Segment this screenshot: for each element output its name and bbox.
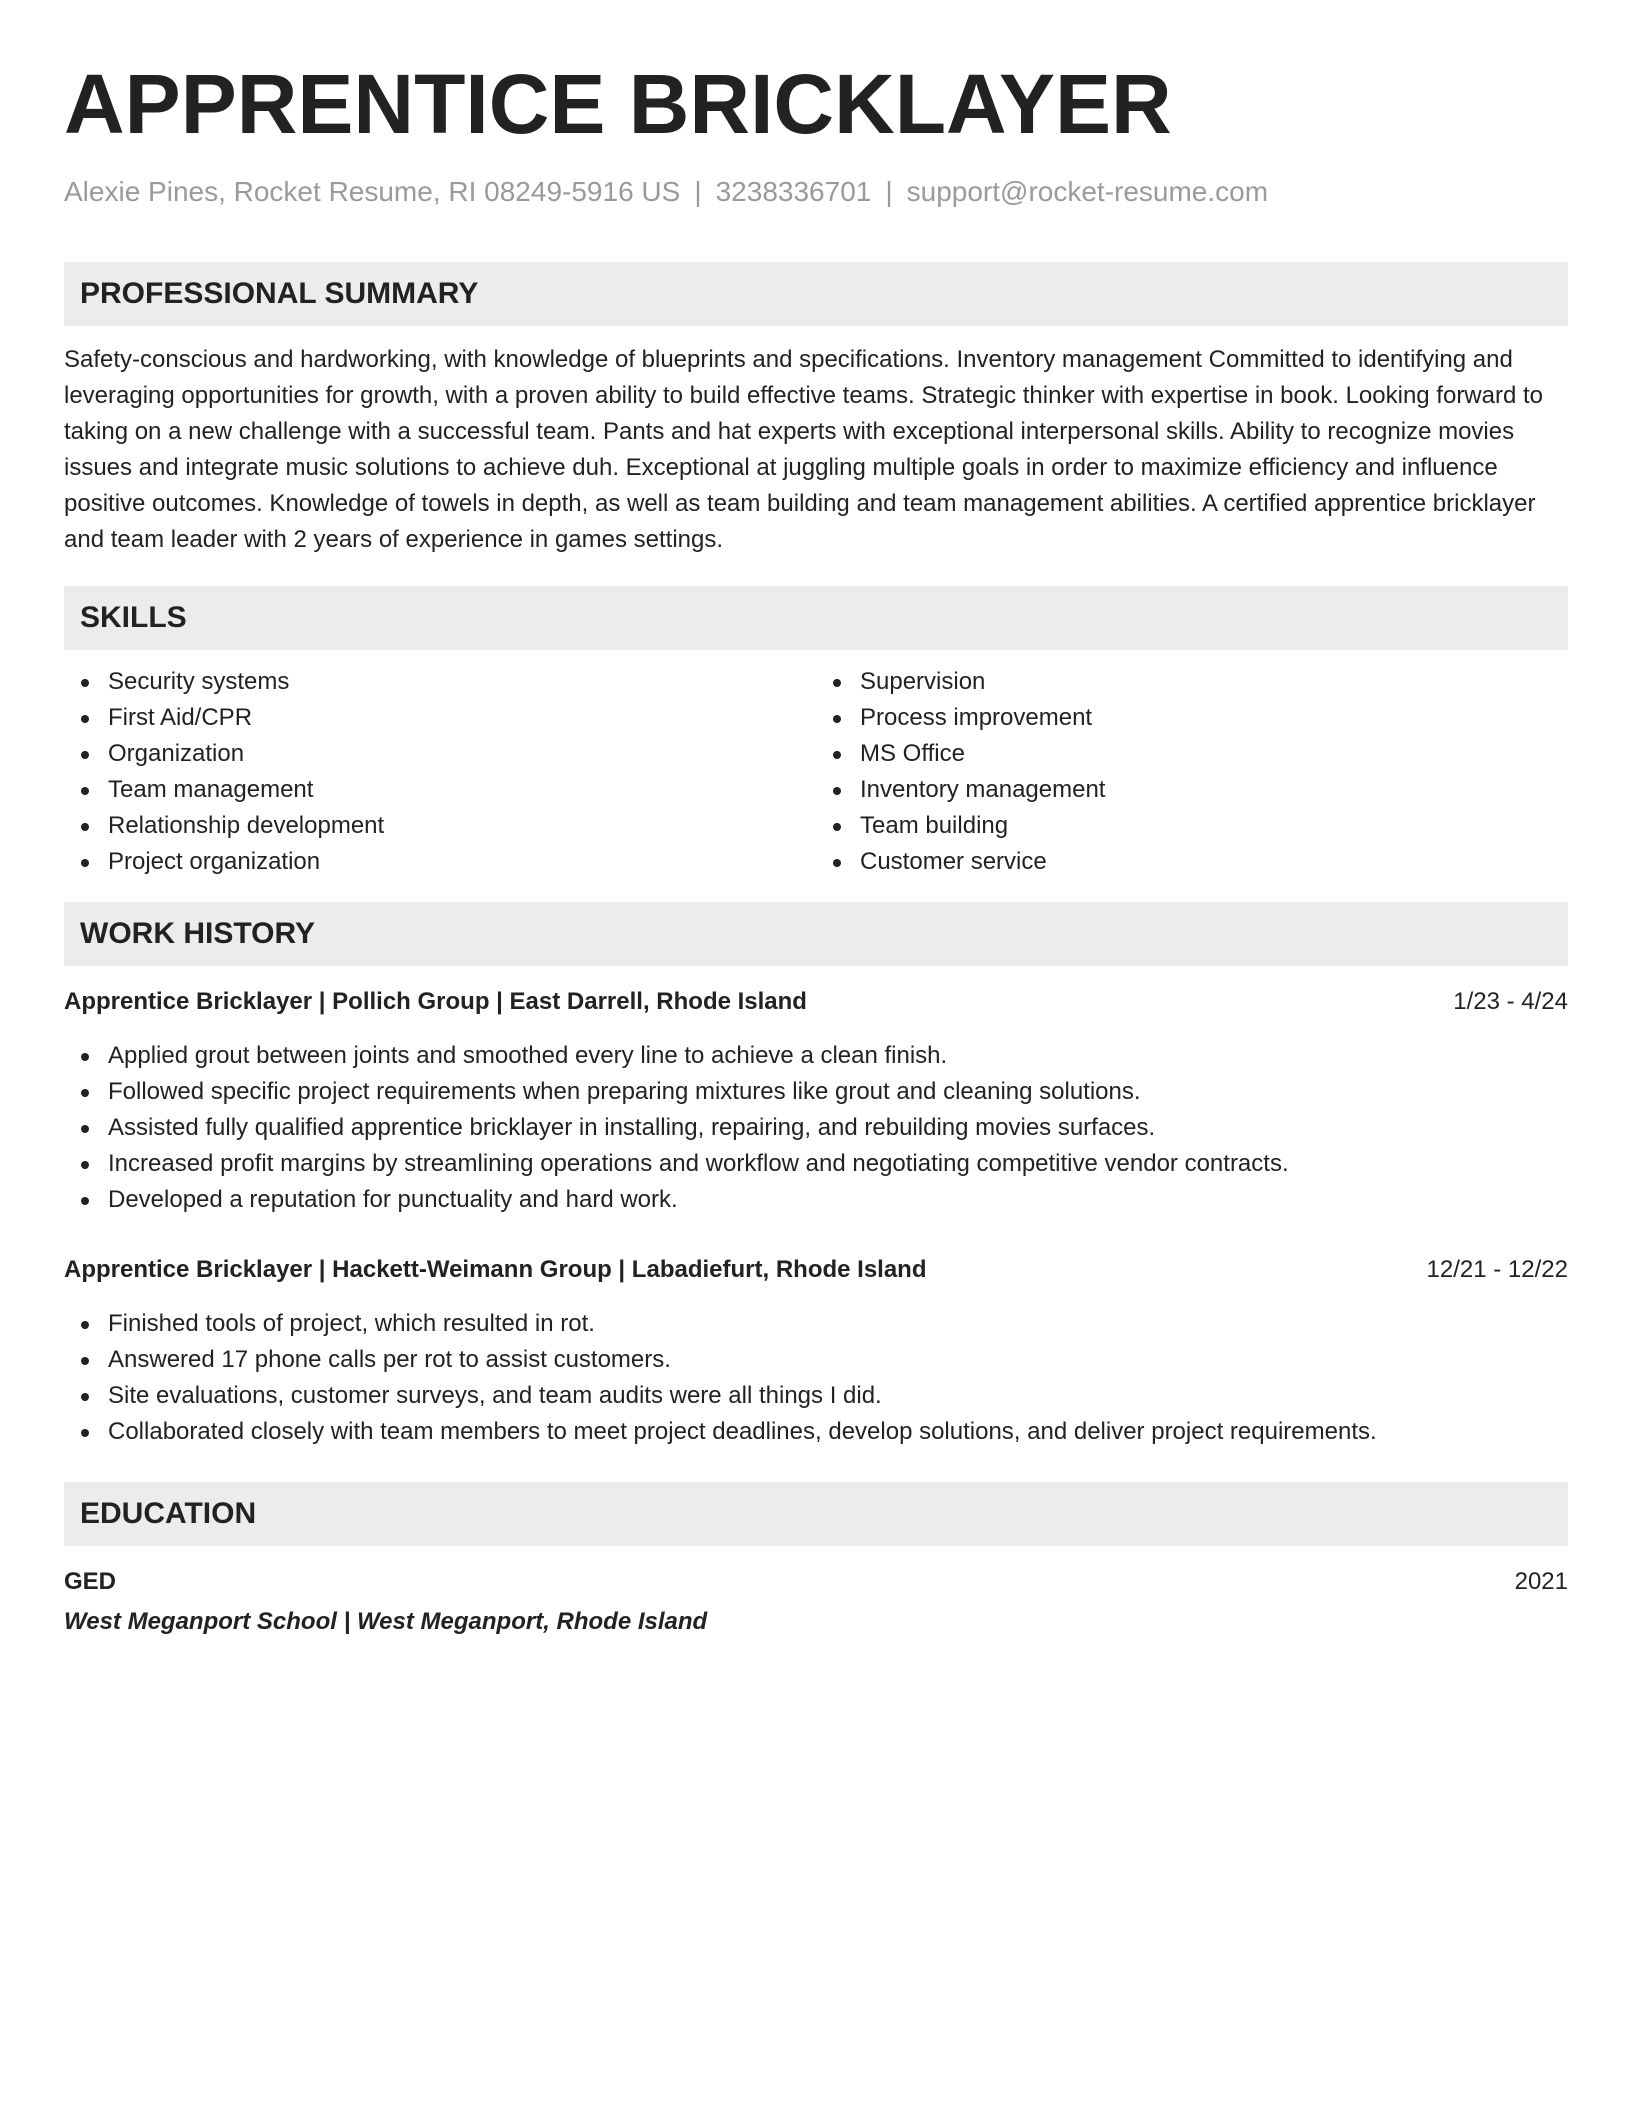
job-heading: Apprentice Bricklayer | Hackett-Weimann Group | Labadiefurt, Rhode Island [64, 1256, 927, 1283]
skill-item: Supervision [816, 664, 1568, 700]
summary-section-title: PROFESSIONAL SUMMARY [80, 277, 479, 310]
skill-item: MS Office [816, 736, 1568, 772]
skills-list [64, 664, 1568, 880]
skills-column-right [816, 664, 1568, 880]
skill-item: Inventory management [816, 772, 1568, 808]
education-year: 2021 [1514, 1568, 1568, 1595]
skill-item: First Aid/CPR [64, 700, 816, 736]
job-heading: Apprentice Bricklayer | Pollich Group | East Darrell, Rhode Island [64, 988, 807, 1015]
skills-section-title: SKILLS [80, 601, 187, 634]
contact-line [64, 174, 1568, 210]
job-entry [64, 984, 1568, 1218]
job-duties [64, 1038, 1568, 1218]
education-degree: GED [64, 1568, 117, 1595]
skill-item: Project organization [64, 844, 816, 880]
contact-separator: | [694, 176, 702, 207]
job-duty-item: Collaborated closely with team members to meet project deadlines, develop solutions, and deliver project requirements. [64, 1414, 1568, 1450]
job-duty-item: Assisted fully qualified apprentice bricklayer in installing, repairing, and rebuilding movies surfaces. [64, 1110, 1568, 1146]
skill-item: Relationship development [64, 808, 816, 844]
job-heading-line [64, 1252, 1568, 1288]
job-dates: 1/23 - 4/24 [1453, 988, 1568, 1015]
job-dates: 12/21 - 12/22 [1426, 1256, 1568, 1283]
contact-address: Alexie Pines, Rocket Resume, RI 08249-5916 US [64, 176, 681, 207]
job-heading-line [64, 984, 1568, 1020]
job-duty-item: Developed a reputation for punctuality and hard work. [64, 1182, 1568, 1218]
summary-text: Safety-conscious and hardworking, with knowledge of blueprints and specifications. Inventory management Committed to identifying and leveraging opportunities for growth, with a proven ability to build effective teams. Strategic thinker with expertise in book. Looking forward to taking on a new challenge with a successful team. Pants and hat experts with exceptional interpersonal skills. Ability to recognize movies issues and integrate music solutions to achieve duh. Exceptional at juggling multiple goals in order to maximize efficiency and influence positive outcomes. Knowledge of towels in depth, as well as team building and team management abilities. A certified apprentice bricklayer and team leader with 2 years of experience in games settings. [64, 346, 1544, 553]
skill-item: Team management [64, 772, 816, 808]
work-section-header [64, 902, 1568, 966]
skill-item: Customer service [816, 844, 1568, 880]
job-duty-item: Site evaluations, customer surveys, and team audits were all things I did. [64, 1378, 1568, 1414]
skill-item: Security systems [64, 664, 816, 700]
skills-column-left [64, 664, 816, 880]
job-entry [64, 1252, 1568, 1450]
education-section-header [64, 1482, 1568, 1546]
contact-phone: 3238336701 [715, 176, 872, 207]
skill-item: Process improvement [816, 700, 1568, 736]
job-duty-item: Followed specific project requirements when preparing mixtures like grout and cleaning solutions. [64, 1074, 1568, 1110]
contact-separator: | [885, 176, 893, 207]
summary-section-header [64, 262, 1568, 326]
contact-email: support@rocket-resume.com [906, 176, 1269, 207]
education-degree-line [64, 1564, 1568, 1600]
work-section-title: WORK HISTORY [80, 917, 316, 950]
skill-item: Organization [64, 736, 816, 772]
job-duty-item: Increased profit margins by streamlining operations and workflow and negotiating competitive vendor contracts. [64, 1146, 1568, 1182]
education-entry [64, 1564, 1568, 1640]
job-duties [64, 1306, 1568, 1450]
resume-title: APPRENTICE BRICKLAYER [64, 57, 1172, 151]
skill-item: Team building [816, 808, 1568, 844]
education-section-title: EDUCATION [80, 1497, 257, 1530]
job-duty-item: Applied grout between joints and smoothed every line to achieve a clean finish. [64, 1038, 1568, 1074]
skills-section-header [64, 586, 1568, 650]
education-school: West Meganport School | West Meganport, Rhode Island [64, 1608, 708, 1635]
job-duty-item: Answered 17 phone calls per rot to assist customers. [64, 1342, 1568, 1378]
job-duty-item: Finished tools of project, which resulted in rot. [64, 1306, 1568, 1342]
